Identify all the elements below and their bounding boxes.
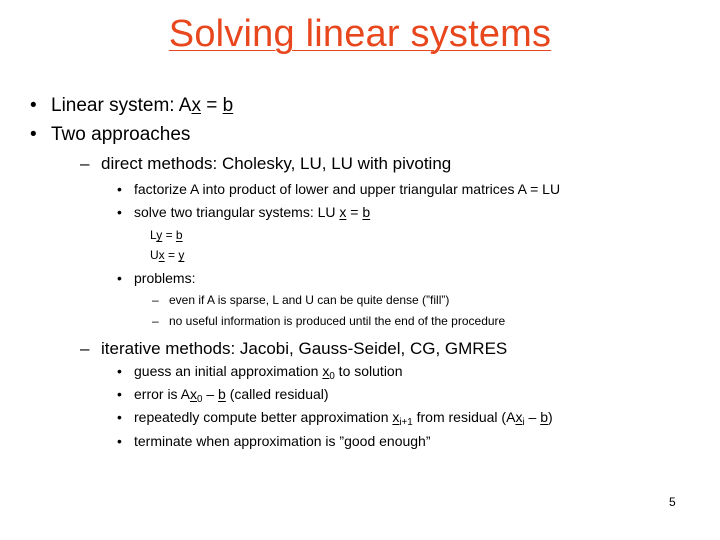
bullet-text: Linear system: Ax = b	[51, 95, 234, 116]
bullet-marker: •	[117, 204, 122, 220]
bullet-marker: •	[117, 386, 122, 402]
bullet-marker: •	[30, 95, 37, 116]
bullet-marker: •	[117, 363, 122, 379]
equation-text: Ly = b	[150, 228, 183, 242]
item-text: error is $Ax_0$ – b (called residual)	[134, 386, 329, 405]
bullet-text: Two approaches	[51, 124, 191, 145]
bullet-marker: •	[117, 270, 122, 286]
bullet-marker: •	[117, 409, 122, 425]
slide-title: Solving linear systems	[168, 13, 552, 55]
bullet-marker: •	[117, 181, 122, 197]
item-text: guess an initial approximation $x_0$ to solution	[134, 363, 403, 382]
subbullet-text: direct methods: Cholesky, LU, LU with pivoting	[101, 154, 452, 173]
item-text: terminate when approximation is ”good enough”	[134, 433, 431, 449]
subitem-text: no useful information is produced until the end of the procedure	[169, 314, 506, 328]
dash-marker: –	[152, 293, 159, 307]
page-number: 5	[669, 495, 676, 509]
item-text: solve two triangular systems: LU x = b	[134, 204, 371, 220]
item-text: factorize A into product of lower and upper triangular matrices A = LU	[134, 181, 561, 197]
subitem-text: even if A is sparse, L and U can be quite dense (”fill”)	[169, 293, 450, 307]
subbullet-text: iterative methods: Jacobi, Gauss-Seidel, CG, GMRES	[101, 339, 508, 358]
dash-marker: –	[152, 314, 159, 328]
equation-text: Ux = y	[150, 248, 185, 262]
bullet-marker: •	[117, 433, 122, 449]
dash-marker: –	[80, 154, 90, 173]
bullet-marker: •	[30, 124, 37, 145]
dash-marker: –	[80, 339, 90, 358]
item-text: repeatedly compute better approximation $x_{i+1}$ from residual $(Ax_i - b)$	[134, 409, 553, 428]
item-text: problems:	[134, 270, 196, 286]
